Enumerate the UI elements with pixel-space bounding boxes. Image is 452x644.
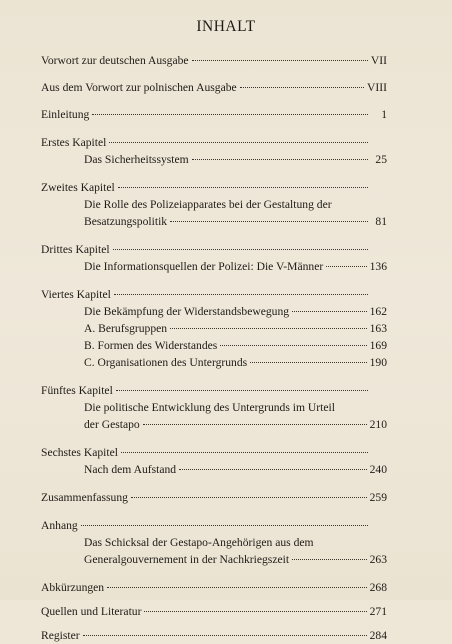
toc-entry-vorwort-pl: [41, 79, 387, 96]
chapter-heading: Zweites Kapitel: [41, 181, 115, 194]
toc-entry-quellen: [41, 603, 387, 620]
toc-entry-text: Register: [41, 629, 80, 642]
toc-entry-zusammenfassung: [41, 489, 387, 506]
toc-entry-text: Die Bekämpfung der Widerstandsbewegung: [84, 305, 290, 318]
dot-leader: [131, 497, 367, 498]
toc-page-number: 210: [369, 418, 387, 431]
chapter-2-entry-line-2: [41, 213, 387, 230]
dot-leader: [240, 87, 364, 88]
toc-entry-text: C. Organisationen des Untergrunds: [84, 356, 248, 369]
dot-leader: [292, 311, 367, 312]
chapter-5-heading: [41, 382, 387, 399]
toc-page-number: 240: [369, 463, 387, 476]
toc-page-number: 1: [381, 108, 387, 121]
toc-page-number: 190: [369, 356, 387, 369]
chapter-heading: Drittes Kapitel: [41, 243, 110, 256]
toc-entry-text: Einleitung: [41, 108, 90, 121]
dot-leader: [192, 159, 368, 160]
toc-entry-text: Vorwort zur deutschen Ausgabe: [41, 54, 189, 67]
chapter-2-heading: [41, 179, 387, 196]
dot-leader: [144, 611, 366, 612]
toc-entry-text: Aus dem Vorwort zur polnischen Ausgabe: [41, 81, 237, 94]
chapter-3-heading: [41, 241, 387, 258]
dot-leader: [81, 525, 368, 526]
chapter-heading: Viertes Kapitel: [41, 288, 111, 301]
toc-entry-text: Die Informationsquellen der Polizei: Die V-Männer: [84, 260, 324, 273]
chapter-4-entry: [41, 303, 387, 320]
dot-leader: [116, 390, 368, 391]
chapter-6-heading: [41, 444, 387, 461]
appendix-entry-line-2: [41, 551, 387, 568]
chapter-1-heading: [41, 134, 387, 151]
dot-leader: [170, 328, 367, 329]
toc-entry-text: Generalgouvernement in der Nachkriegszeit: [84, 553, 290, 566]
dot-leader: [113, 249, 368, 250]
chapter-5-entry-line-2: [41, 416, 387, 433]
toc-entry-abkuerzungen: [41, 579, 387, 596]
chapter-4-section-a: [41, 320, 387, 337]
toc-entry-vorwort-de: [41, 52, 387, 69]
toc-page-number: 25: [375, 153, 387, 166]
dot-leader: [192, 60, 368, 61]
dot-leader: [109, 142, 368, 143]
toc-entry-text: A. Berufsgruppen: [84, 322, 168, 335]
toc-page-number: 162: [369, 305, 387, 318]
chapter-5-entry-line-1: [41, 399, 387, 416]
chapter-2-entry-line-1: [41, 196, 387, 213]
dot-leader: [83, 635, 367, 636]
toc-entry-text: Quellen und Literatur: [41, 605, 142, 618]
chapter-heading: Fünftes Kapitel: [41, 384, 113, 397]
toc-entry-register: [41, 627, 387, 644]
toc-entry-text: Das Schicksal der Gestapo-Angehörigen aus dem: [84, 536, 314, 549]
toc-entry-einleitung: [41, 106, 387, 123]
dot-leader: [250, 362, 366, 363]
toc-entry-text: Abkürzungen: [41, 581, 105, 594]
dot-leader: [114, 294, 368, 295]
toc-page-number: 268: [369, 581, 387, 594]
dot-leader: [220, 345, 366, 346]
toc-page-number: 169: [369, 339, 387, 352]
chapter-4-section-c: [41, 354, 387, 371]
chapter-1-entry: [41, 151, 387, 168]
toc-entry-text: Zusammenfassung: [41, 491, 128, 504]
dot-leader: [179, 469, 367, 470]
dot-leader: [326, 266, 366, 267]
toc-page-number: 81: [375, 215, 387, 228]
toc-page-number: 284: [369, 629, 387, 642]
dot-leader: [118, 187, 368, 188]
chapter-6-entry: [41, 461, 387, 478]
toc-page-number: 136: [369, 260, 387, 273]
toc-page-number: 163: [369, 322, 387, 335]
dot-leader: [292, 559, 367, 560]
chapter-3-entry: [41, 258, 387, 275]
toc-entry-text: Besatzungspolitik: [84, 215, 168, 228]
toc-entry-text: B. Formen des Widerstandes: [84, 339, 218, 352]
appendix-heading: [41, 517, 387, 534]
toc-page-number: 263: [369, 553, 387, 566]
toc-page-number: VII: [370, 54, 387, 67]
dot-leader: [143, 424, 367, 425]
toc-entry-text: Die politische Entwicklung des Untergrunds im Urteil: [84, 401, 335, 414]
toc-page-number: VIII: [367, 81, 387, 94]
chapter-4-section-b: [41, 337, 387, 354]
dot-leader: [121, 452, 368, 453]
dot-leader: [170, 221, 368, 222]
table-of-contents: [41, 52, 387, 644]
chapter-heading: Sechstes Kapitel: [41, 446, 118, 459]
dot-leader: [92, 114, 368, 115]
appendix-entry-line-1: [41, 534, 387, 551]
chapter-4-heading: [41, 286, 387, 303]
toc-entry-text: Nach dem Aufstand: [84, 463, 177, 476]
chapter-heading: Erstes Kapitel: [41, 136, 107, 149]
toc-entry-text: der Gestapo: [84, 418, 140, 431]
toc-page-number: 271: [369, 605, 387, 618]
dot-leader: [107, 587, 367, 588]
chapter-heading: Anhang: [41, 519, 78, 532]
toc-page-number: 259: [369, 491, 387, 504]
toc-entry-text: Das Sicherheitssystem: [84, 153, 189, 166]
toc-entry-text: Die Rolle des Polizeiapparates bei der Gestaltung der: [84, 198, 332, 211]
page-title: INHALT: [196, 18, 256, 35]
